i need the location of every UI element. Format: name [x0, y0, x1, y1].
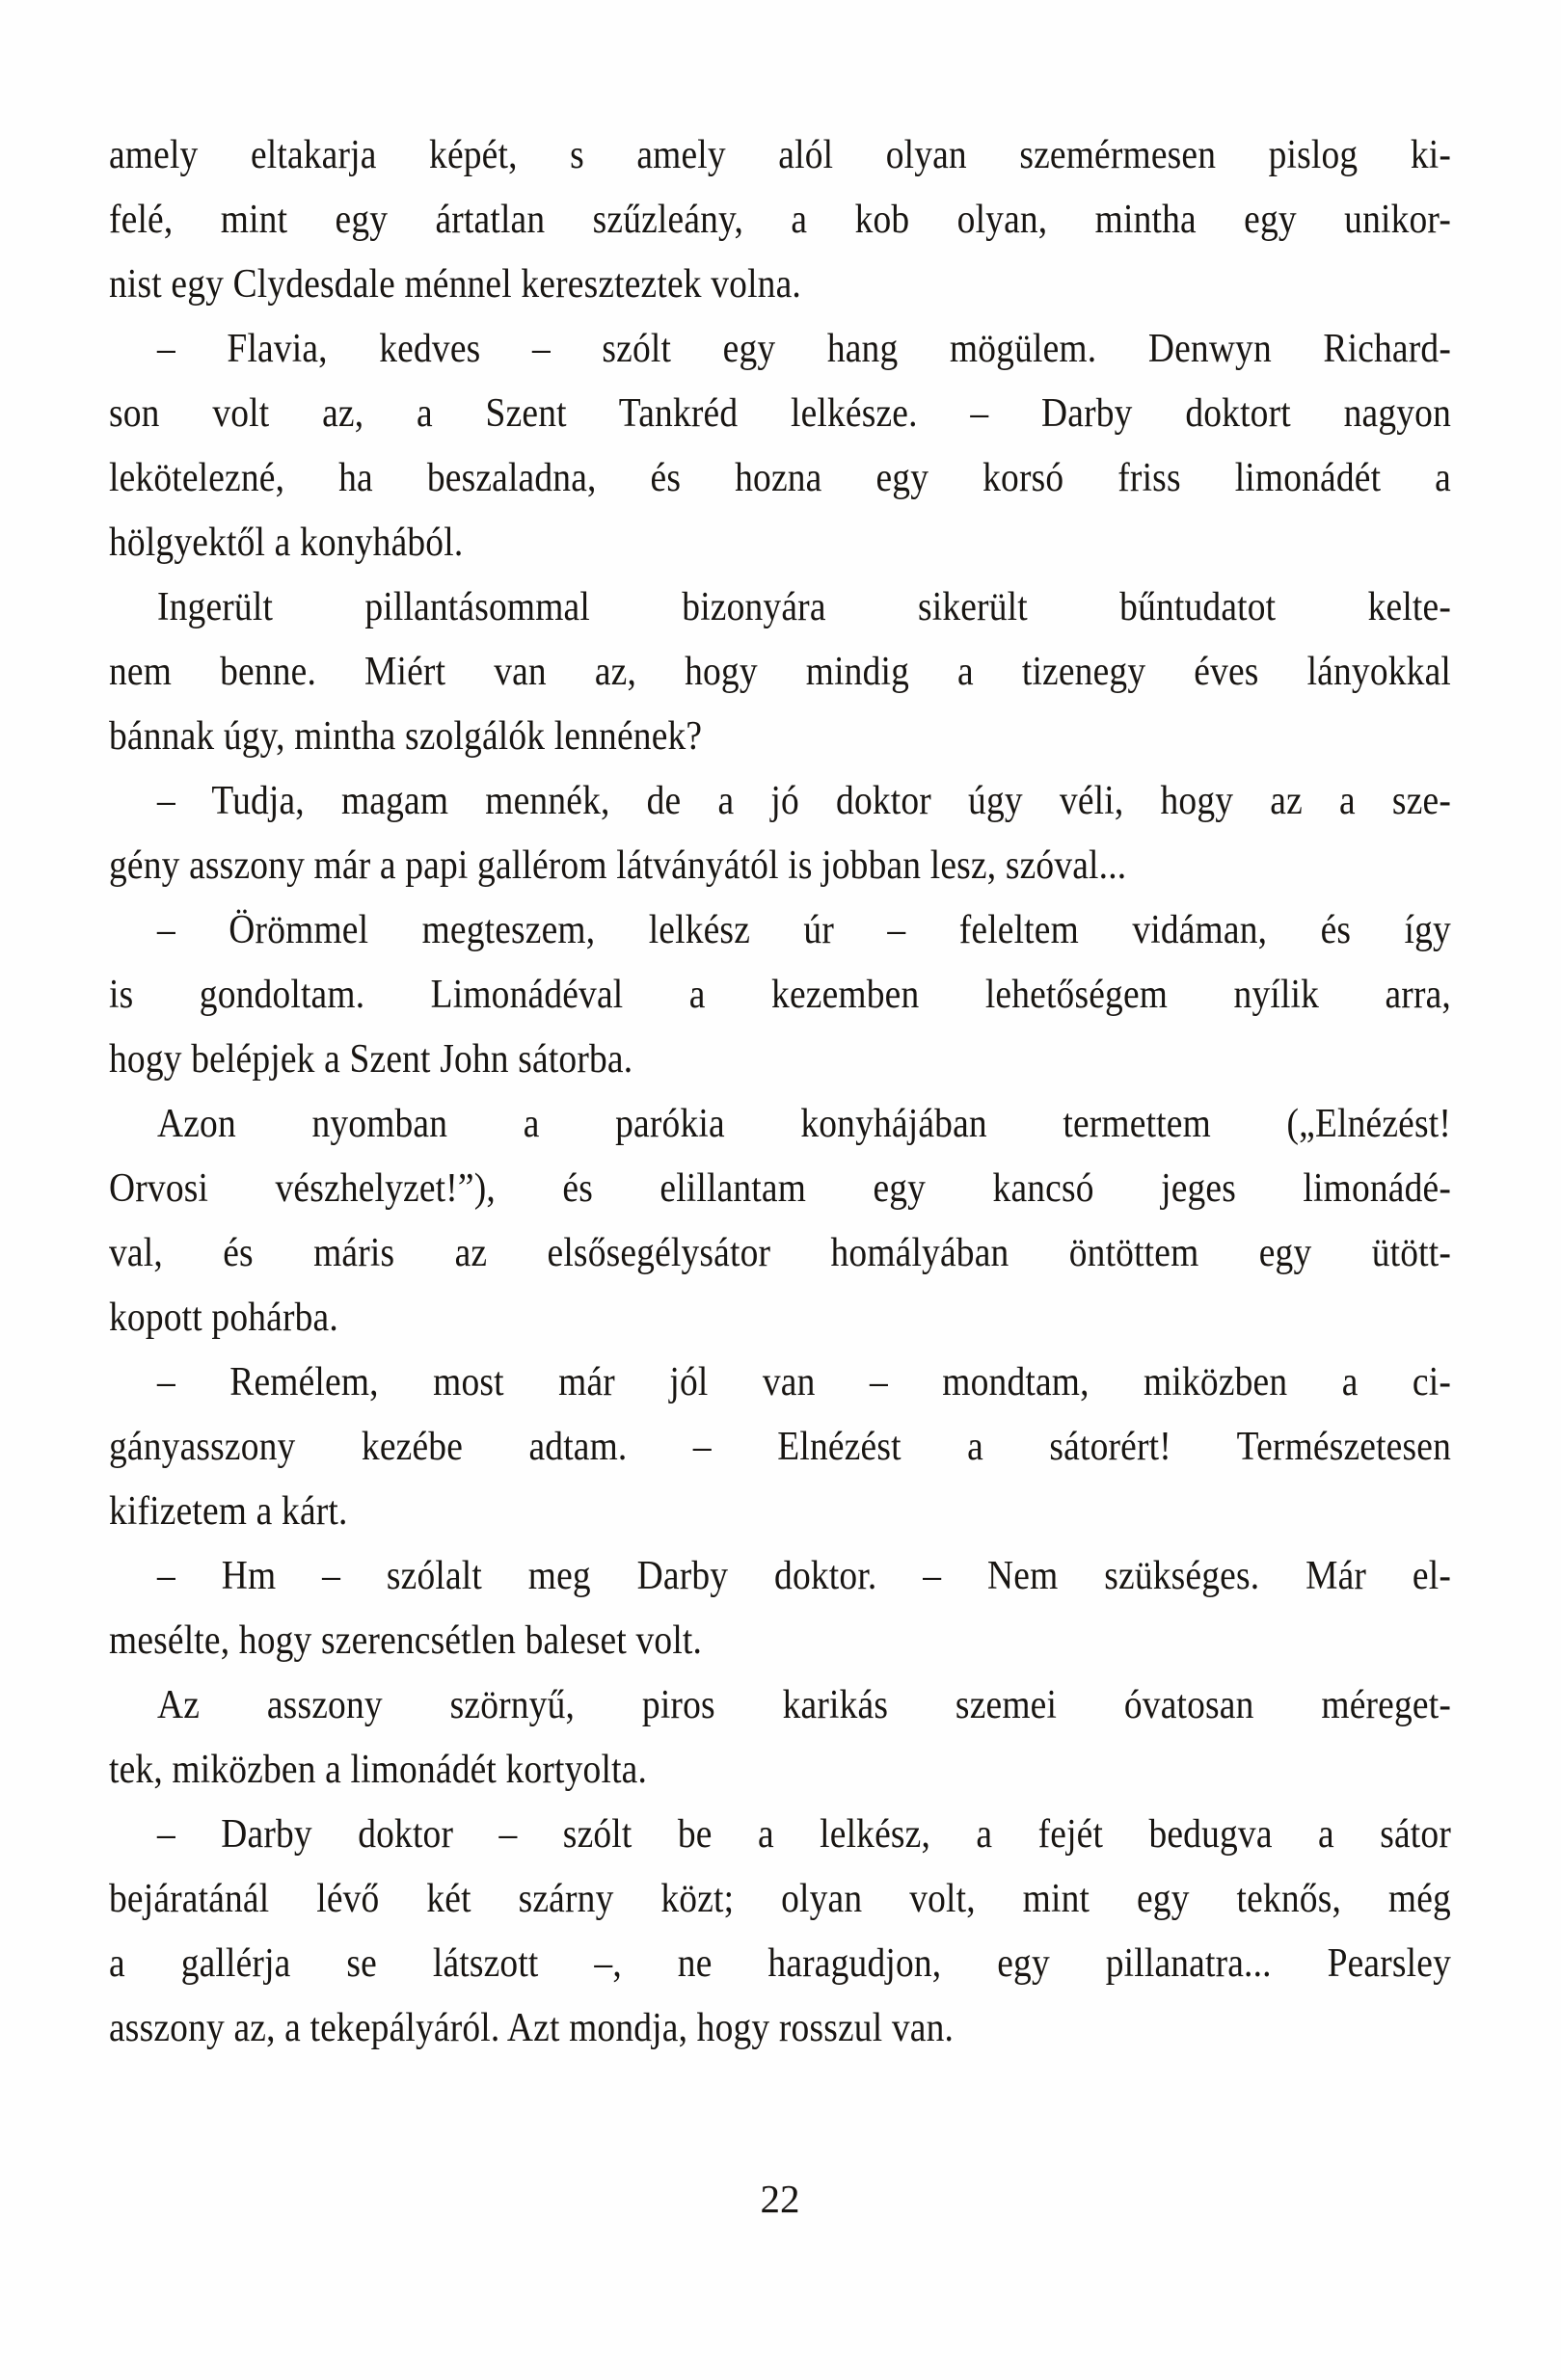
paragraph — [109, 317, 1451, 575]
text-line: Azon nyomban a parókia konyhájában termettem („Elnézést! — [156, 1102, 1451, 1146]
text-line: bánnak úgy, mintha szolgálók lennének? — [109, 714, 703, 759]
text-line: a gallérja se látszott –, ne haragudjon, egy pillanatra... Pearsley — [109, 1941, 1451, 1986]
text-line: mesélte, hogy szerencsétlen baleset volt. — [109, 1618, 703, 1663]
paragraph — [109, 123, 1451, 317]
text-line: lekötelezné, ha beszaladna, és hozna egy korsó friss limonádét a — [109, 456, 1451, 500]
text-line: nist egy Clydesdale ménnel kereszteztek volna. — [109, 262, 801, 307]
text-line: Ingerült pillantásommal bizonyára sikerült bűntudatot kelte- — [156, 585, 1451, 629]
text-line: gény asszony már a papi gallérom látványától is jobban lesz, szóval... — [109, 843, 1127, 888]
text-line: – Tudja, magam mennék, de a jó doktor úgy véli, hogy az a sze- — [156, 779, 1451, 823]
text-line: Orvosi vészhelyzet!”), és elillantam egy kancsó jeges limonádé- — [109, 1166, 1451, 1211]
text-line: kifizetem a kárt. — [109, 1489, 348, 1534]
text-line: nem benne. Miért van az, hogy mindig a tizenegy éves lányokkal — [109, 650, 1451, 694]
paragraph — [109, 1673, 1451, 1803]
paragraph — [109, 898, 1451, 1092]
text-line: amely eltakarja képét, s amely alól olyan szemérmesen pislog ki- — [109, 133, 1451, 177]
text-line: hogy belépjek a Szent John sátorba. — [109, 1037, 633, 1082]
text-line: bejáratánál lévő két szárny közt; olyan volt, mint egy teknős, még — [109, 1877, 1451, 1921]
text-line: kopott pohárba. — [109, 1296, 338, 1340]
paragraph — [109, 1803, 1451, 2061]
page-number: 22 — [760, 2177, 800, 2221]
text-line: val, és máris az elsősegélysátor homályában öntöttem egy ütött- — [109, 1231, 1451, 1275]
text-line: – Remélem, most már jól van – mondtam, miközben a ci- — [156, 1360, 1451, 1404]
text-block — [109, 123, 1451, 2061]
text-line: – Örömmel megteszem, lelkész úr – feleltem vidáman, és így — [156, 908, 1451, 952]
text-line: – Darby doktor – szólt be a lelkész, a fejét bedugva a sátor — [156, 1812, 1451, 1857]
text-line: tek, miközben a limonádét kortyolta. — [109, 1748, 648, 1792]
text-line: felé, mint egy ártatlan szűzleány, a kob olyan, mintha egy unikor- — [109, 198, 1451, 242]
text-line: asszony az, a tekepályáról. Azt mondja, hogy rosszul van. — [109, 2006, 955, 2050]
text-line: Az asszony szörnyű, piros karikás szemei óvatosan méreget- — [156, 1683, 1451, 1727]
text-line: hölgyektől a konyhából. — [109, 521, 464, 565]
text-line: gányasszony kezébe adtam. – Elnézést a sátorért! Természetesen — [109, 1425, 1451, 1469]
paragraph — [109, 1350, 1451, 1544]
text-line: son volt az, a Szent Tankréd lelkésze. – Darby doktort nagyon — [109, 391, 1451, 436]
text-line: is gondoltam. Limonádéval a kezemben lehetőségem nyílik arra, — [109, 973, 1451, 1017]
paragraph — [109, 769, 1451, 898]
text-line: – Hm – szólalt meg Darby doktor. – Nem szükséges. Már el- — [156, 1554, 1451, 1598]
paragraph — [109, 575, 1451, 769]
paragraph — [109, 1544, 1451, 1673]
paragraph — [109, 1092, 1451, 1350]
text-line: – Flavia, kedves – szólt egy hang mögülem. Denwyn Richard- — [156, 327, 1451, 371]
